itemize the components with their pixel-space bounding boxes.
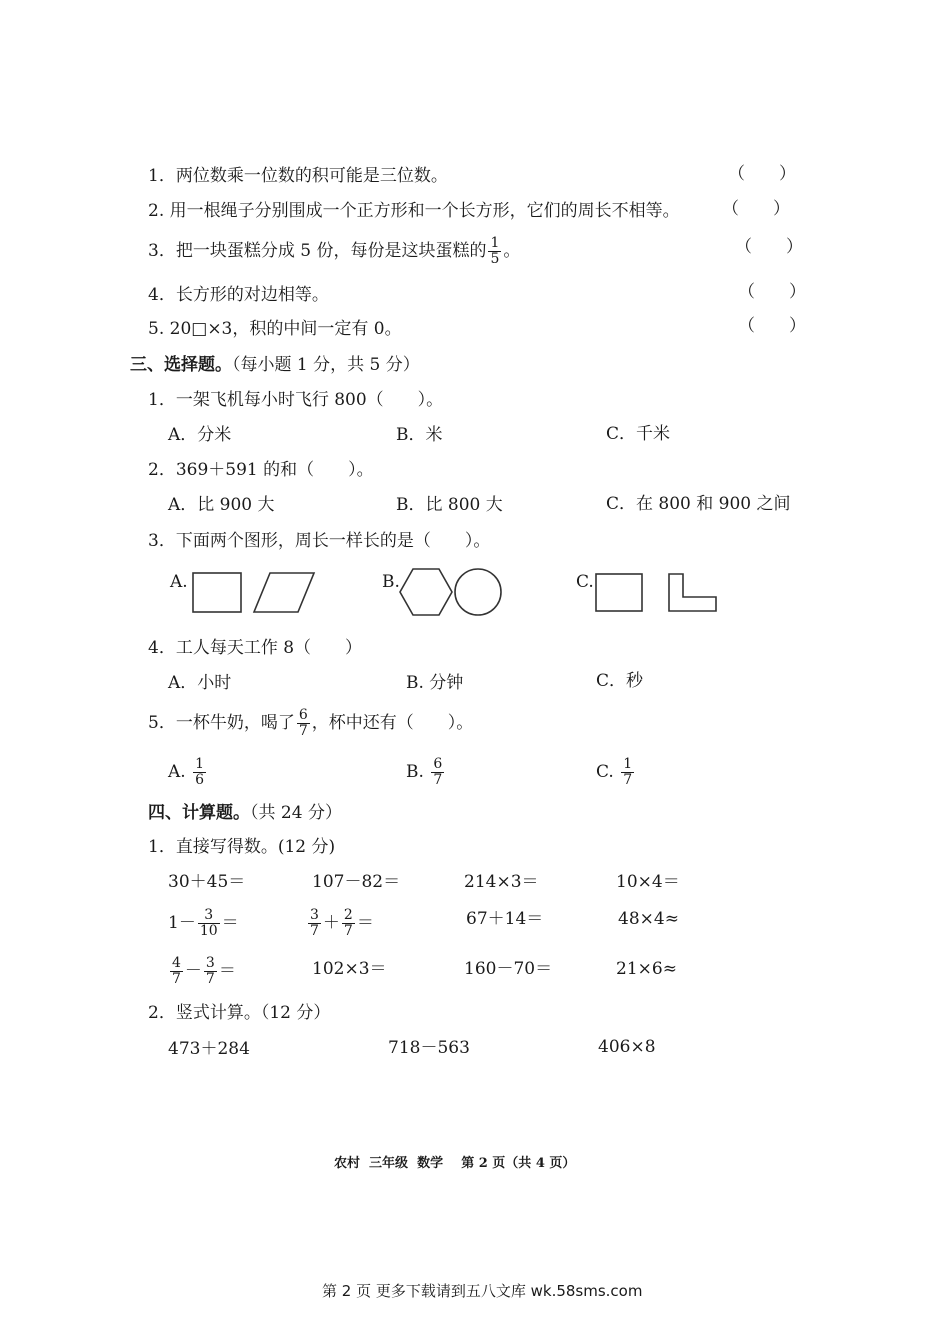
fraction-option-c: $\frac{1}{7}$ [623, 756, 633, 788]
square-and-l-shape-figure [595, 573, 719, 613]
judge-item-5: 5. 20□×3，积的中间一定有 0。 [148, 319, 402, 339]
choice-q5-b: B. $\frac{6}{7}$ [406, 756, 443, 788]
calc-q2-heading: 2．竖式计算。（12 分） [148, 1003, 331, 1023]
choice-q4: 4．工人每天工作 8（ ） [148, 638, 363, 658]
judge-item-2: 2. 用一根绳子分别围成一个正方形和一个长方形，它们的周长不相等。 [148, 201, 680, 221]
fraction-six-sevenths: $\frac{6}{7}$ [298, 707, 308, 739]
choice-q3-b: B. [382, 572, 400, 592]
choice-q1-a: A．分米 [168, 425, 232, 445]
fraction-option-a: $\frac{1}{6}$ [195, 756, 205, 788]
fraction-4-7: $\frac{4}{7}$ [172, 955, 181, 987]
fraction-one-fifth: $\frac{1}{5}$ [490, 235, 500, 267]
fraction-2-7: $\frac{2}{7}$ [343, 907, 353, 939]
calc-q1-heading: 1．直接写得数。(12 分) [148, 837, 336, 857]
answer-paren-3: （ ） [735, 237, 803, 257]
calc-r1-c3: 214×3＝ [464, 872, 539, 892]
fraction-3-10: $\frac{3}{10}$ [199, 907, 218, 939]
hexagon-shape [400, 569, 452, 615]
choice-q2-b: B．比 800 大 [396, 495, 503, 515]
calc-r2-c3: 67＋14＝ [466, 909, 544, 929]
choice-q1-c: C．千米 [606, 424, 671, 444]
choice-q5-c: C. $\frac{1}{7}$ [596, 756, 633, 788]
choice-q3: 3．下面两个图形，周长一样长的是（ ）。 [148, 531, 491, 551]
choice-q3-c: C. [576, 572, 594, 592]
judge-item-1: 1．两位数乘一位数的积可能是三位数。 [148, 166, 448, 186]
calc-r2-c4: 48×4≈ [618, 909, 679, 929]
choice-q5-a: A. $\frac{1}{6}$ [168, 756, 205, 788]
choice-q4-c: C．秒 [596, 671, 644, 691]
calc-r3-c1: $\frac{4}{7}$ － $\frac{3}{7}$ ＝ [172, 955, 236, 987]
choice-q2-c: C．在 800 和 900 之间 [606, 494, 791, 514]
square-shape [193, 573, 241, 612]
vertical-calc-3: 406×8 [598, 1037, 656, 1057]
choice-q2: 2．369＋591 的和（ ）。 [148, 460, 374, 480]
calc-r3-c4: 21×6≈ [616, 959, 677, 979]
calc-r1-c2: 107－82＝ [312, 872, 401, 892]
section-3-heading: 三、选择题。（每小题 1 分，共 5 分） [130, 355, 420, 375]
choice-q2-a: A．比 900 大 [168, 495, 275, 515]
vertical-calc-2: 718－563 [388, 1038, 470, 1058]
hexagon-and-circle-figure [400, 568, 504, 616]
calc-r2-c2: $\frac{3}{7}$ ＋ $\frac{2}{7}$ ＝ [310, 907, 374, 939]
calc-r2-c1: 1－ $\frac{3}{10}$ ＝ [168, 907, 239, 939]
calc-r1-c1: 30＋45＝ [168, 872, 246, 892]
square-and-parallelogram-figure [192, 572, 316, 614]
page-footer: 农村 三年级 数学 第 2 页（共 4 页） [334, 1156, 576, 1171]
fraction-option-b: $\frac{6}{7}$ [433, 756, 443, 788]
section-4-heading: 四、计算题。（共 24 分） [148, 803, 342, 823]
square-shape [596, 574, 642, 611]
vertical-calc-1: 473＋284 [168, 1039, 250, 1059]
choice-q5: 5．一杯牛奶，喝了 $\frac{6}{7}$ ，杯中还有（ ）。 [148, 707, 474, 739]
choice-q4-b: B. 分钟 [406, 673, 464, 693]
answer-paren-5: （ ） [738, 316, 806, 336]
choice-q3-a: A. [170, 572, 188, 592]
fraction-3-7: $\frac{3}{7}$ [205, 955, 215, 987]
answer-paren-4: （ ） [738, 282, 806, 302]
bottom-watermark-line: 第 2 页 更多下载请到五八文库 wk.58sms.com [322, 1282, 643, 1300]
choice-q1-b: B．米 [396, 425, 443, 445]
choice-q4-a: A．小时 [168, 673, 232, 693]
choice-q1: 1．一架飞机每小时飞行 800（ ）。 [148, 390, 444, 410]
parallelogram-shape [254, 573, 314, 612]
calc-r3-c3: 160－70＝ [464, 959, 553, 979]
answer-paren-2: （ ） [722, 199, 790, 219]
answer-paren-1: （ ） [728, 164, 796, 184]
calc-r1-c4: 10×4＝ [616, 872, 680, 892]
calc-r3-c2: 102×3＝ [312, 959, 387, 979]
fraction-3-7: $\frac{3}{7}$ [310, 907, 319, 939]
judge-item-3: 3．把一块蛋糕分成 5 份，每份是这块蛋糕的 $\frac{1}{5}$ 。 [148, 235, 521, 267]
circle-shape [455, 569, 501, 615]
judge-item-4: 4．长方形的对边相等。 [148, 285, 329, 305]
l-shape [669, 574, 716, 611]
